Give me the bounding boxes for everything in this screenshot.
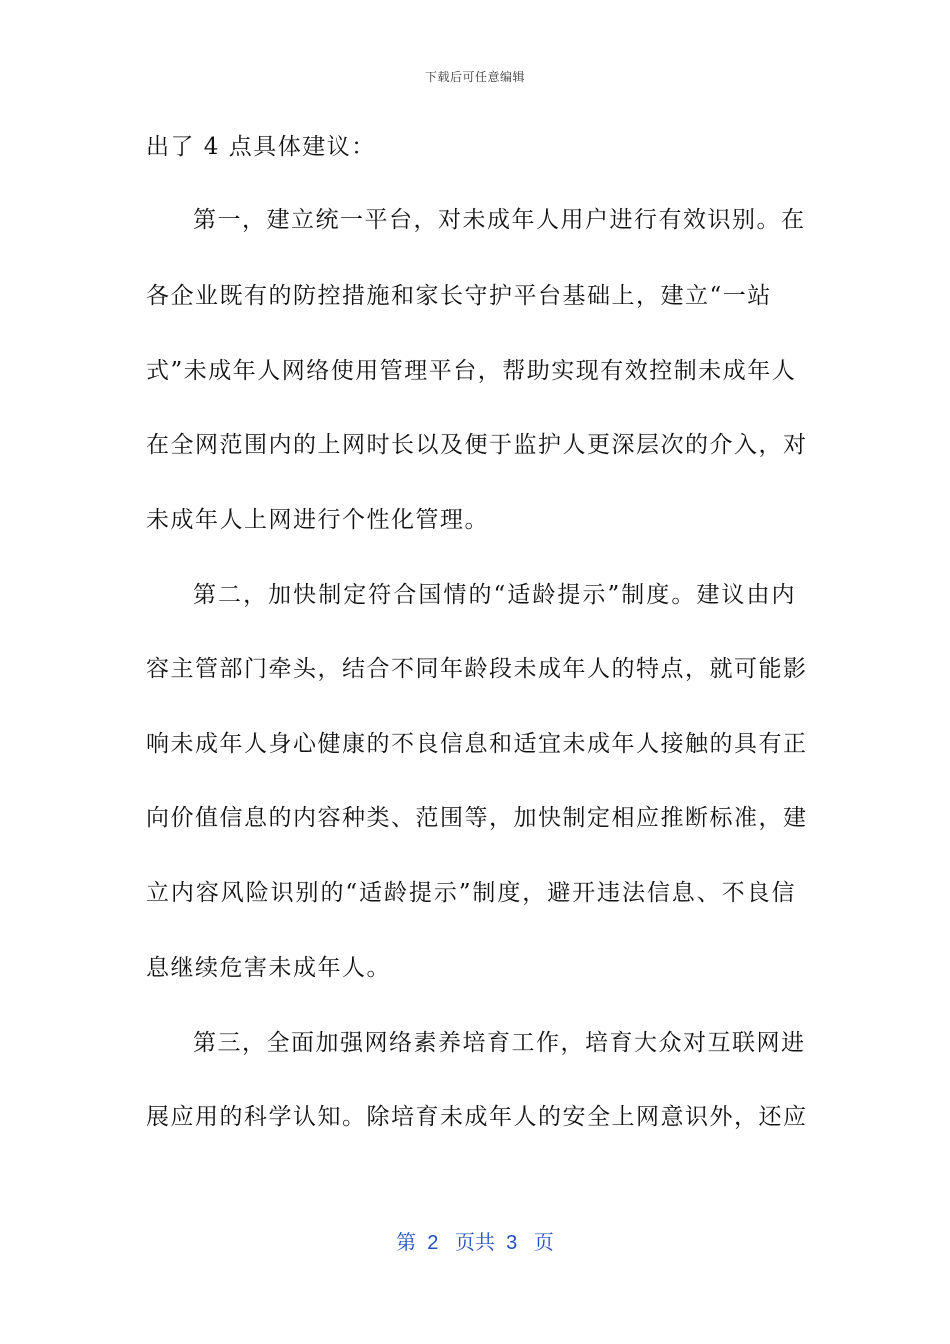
body-line: 立内容风险识别的“适龄提示”制度，避开违法信息、不良信 <box>146 880 796 906</box>
body-line: 响未成年人身心健康的不良信息和适宜未成年人接触的具有正 <box>146 731 808 757</box>
paragraph-first-line: 第二，加快制定符合国情的“适龄提示”制度。建议由内 <box>193 582 796 608</box>
paragraph-first-line: 第一，建立统一平台，对未成年人用户进行有效识别。在 <box>193 207 806 233</box>
page-number-footer: 第 2 页共 3 页 <box>396 1232 554 1254</box>
paragraph-first-line: 第三，全面加强网络素养培育工作，培育大众对互联网进 <box>193 1030 806 1056</box>
body-line: 息继续危害未成年人。 <box>146 955 391 981</box>
body-line: 各企业既有的防控措施和家长守护平台基础上，建立“一站 <box>146 283 772 309</box>
body-line: 在全网范围内的上网时长以及便于监护人更深层次的介入，对 <box>146 432 808 458</box>
body-line: 出了 4 点具体建议： <box>146 134 376 160</box>
header-note: 下载后可任意编辑 <box>424 70 525 84</box>
body-line: 式”未成年人网络使用管理平台，帮助实现有效控制未成年人 <box>146 358 797 384</box>
body-line: 向价值信息的内容种类、范围等，加快制定相应推断标准，建 <box>146 805 808 831</box>
body-line: 容主管部门牵头，结合不同年龄段未成年人的特点，就可能影 <box>146 656 808 682</box>
body-line: 未成年人上网进行个性化管理。 <box>146 507 489 533</box>
body-line: 展应用的科学认知。除培育未成年人的安全上网意识外，还应 <box>146 1104 808 1130</box>
